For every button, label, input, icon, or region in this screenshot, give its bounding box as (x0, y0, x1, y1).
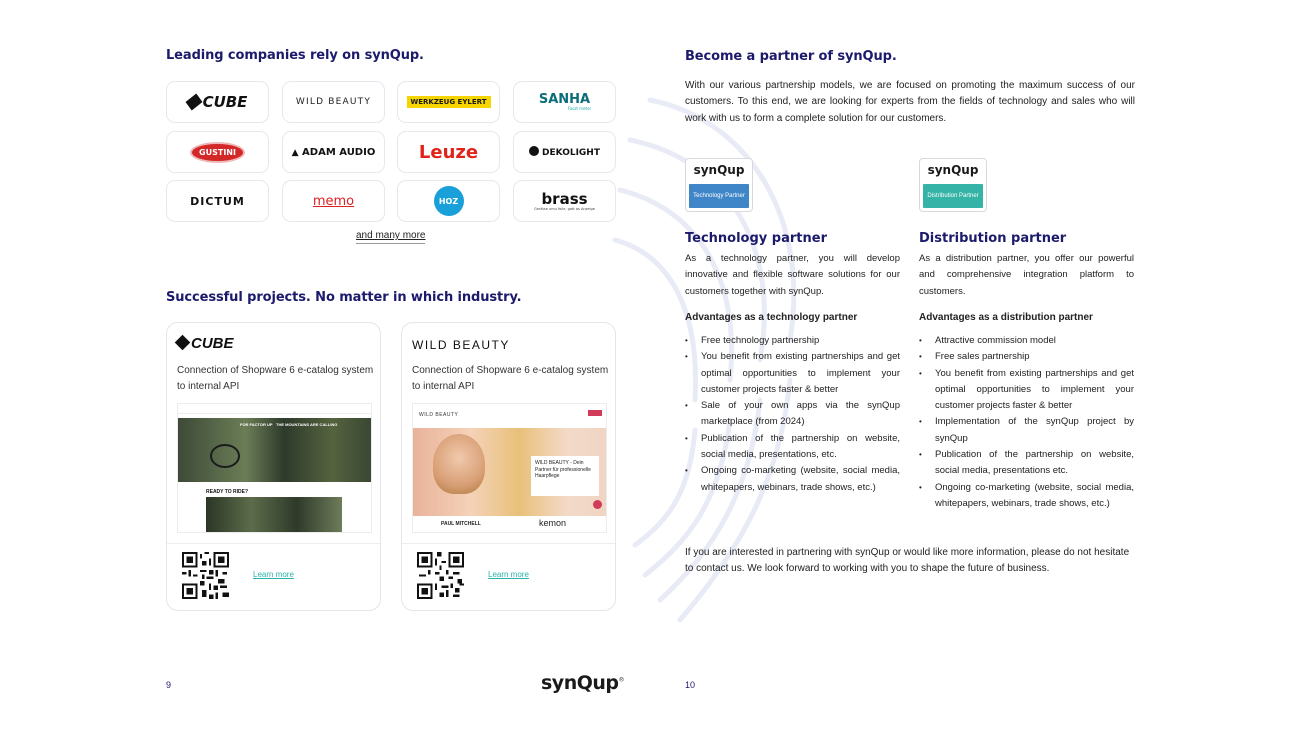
badge-label: Technology Partner (689, 184, 749, 208)
list-item: • You benefit from existing partnerships and get optimal opportunities to implement your customer projects faster & better (919, 366, 1134, 415)
logo-card-hoz (397, 180, 500, 222)
project-card-cube (166, 322, 381, 611)
adam-audio-logo: ▲ ADAM AUDIO (291, 146, 376, 158)
learn-more-link[interactable]: Learn more (488, 570, 529, 579)
logo-card-eylert (397, 81, 500, 123)
wild-beauty-brand-logo: WILD BEAUTY (412, 338, 510, 352)
cube-logo: CUBE (188, 93, 248, 111)
badge-brand: synQup (927, 163, 979, 177)
badge-brand: synQup (693, 163, 745, 177)
companies-heading: Leading companies rely on synQup. (166, 48, 424, 63)
list-item: • Publication of the partnership on website, social media, presentations, etc. (685, 431, 900, 464)
distribution-partner-description: As a distribution partner, you offer our powerful and comprehensive integration platform to customers. (919, 253, 1134, 297)
cube-brand-logo: CUBE (177, 335, 234, 352)
synqup-footer-logo: synQup® (541, 672, 624, 694)
list-item: • Implementation of the synQup project by synQup (919, 414, 1134, 447)
hoz-logo: HOZ (434, 186, 464, 216)
learn-more-link[interactable]: Learn more (253, 570, 294, 579)
list-item: • Attractive commission model (919, 333, 1134, 349)
projects-heading: Successful projects. No matter in which industry. (166, 290, 522, 305)
gustini-logo: GUSTINI (190, 142, 245, 163)
qr-code (182, 552, 229, 599)
screenshot-header: WILD BEAUTY (419, 412, 459, 418)
list-item: • Ongoing co-marketing (website, social media, whitepapers, webinars, trade shows, etc.) (685, 463, 900, 496)
sanha-sublabel: Faszt meter (567, 106, 592, 111)
project-description: Connection of Shopware 6 e-catalog system to internal API (177, 365, 374, 392)
screenshot-banner-right: THE MOUNTAINS ARE CALLING (276, 422, 338, 427)
list-item: • Publication of the partnership on website, social media, presentations etc. (919, 447, 1134, 480)
logo-card-adam-audio (282, 131, 385, 173)
brass-sublabel: Gerätse umu folie, gatt as Anzeige (534, 206, 595, 211)
wild-beauty-website-screenshot (412, 403, 607, 533)
partner-intro: With our various partnership models, we are focused on promoting the maximum success of our customers. To this end, we are looking for experts from the fields of technology and sales who will work with us to form a complete solution for our customers. (685, 80, 1135, 124)
logo-card-leuze (397, 131, 500, 173)
list-item: • Free sales partnership (919, 349, 1134, 365)
partner-closing: If you are interested in partnering with synQup or would like more information, please do not hesitate to contact us. We look forward to working with you to shape the future of business. (685, 547, 1130, 575)
cube-website-screenshot (177, 403, 372, 533)
list-item: • You benefit from existing partnerships and get optimal opportunities to implement your customer projects faster & better (685, 349, 900, 398)
technology-partner-badge (685, 158, 753, 212)
list-item: • Ongoing co-marketing (website, social media, whitepapers, webinars, trade shows, etc.) (919, 480, 1134, 513)
logo-card-cube (166, 81, 269, 123)
project-card-wild-beauty (401, 322, 616, 611)
dictum-logo: DICTUM (190, 194, 245, 208)
qr-code (417, 552, 464, 599)
list-item: • Free technology partnership (685, 333, 900, 349)
brass-logo: brass (541, 189, 588, 208)
screenshot-banner-left: FOR FACTOR UP (240, 422, 273, 427)
distribution-partner-title: Distribution partner (919, 231, 1067, 246)
leuze-logo: Leuze (418, 141, 479, 163)
wild-beauty-logo: WILD BEAUTY (295, 97, 372, 107)
dekolight-logo: DEKOLIGHT (529, 146, 600, 158)
sanha-logo: SANHA (538, 92, 591, 107)
logo-card-dekolight (513, 131, 616, 173)
partner-heading: Become a partner of synQup. (685, 49, 897, 64)
technology-advantages-list (685, 333, 900, 496)
logo-card-gustini (166, 131, 269, 173)
logo-card-memo (282, 180, 385, 222)
and-many-more-link[interactable]: and many more (356, 230, 425, 244)
logo-card-dictum (166, 180, 269, 222)
logo-card-wild-beauty (282, 81, 385, 123)
project-description: Connection of Shopware 6 e-catalog system to internal API (412, 365, 609, 392)
list-item: • Sale of your own apps via the synQup marketplace (from 2024) (685, 398, 900, 431)
screenshot-brand-right: kemon (539, 518, 567, 528)
technology-advantages-title: Advantages as a technology partner (685, 312, 858, 323)
distribution-advantages-title: Advantages as a distribution partner (919, 312, 1093, 323)
logo-card-sanha (513, 81, 616, 123)
page-number-left: 9 (166, 680, 172, 690)
screenshot-card: WILD BEAUTY - Dein Partner für professionelle Haarpflege (531, 456, 599, 496)
logo-card-brass (513, 180, 616, 222)
screenshot-brand-left: PAUL MITCHELL (441, 521, 481, 527)
badge-label: Distribution Partner (923, 184, 983, 208)
eylert-logo: WERKZEUG EYLERT (407, 96, 491, 108)
distribution-advantages-list (919, 333, 1134, 512)
technology-partner-description: As a technology partner, you will develop innovative and flexible software solutions for our customers together with synQup. (685, 253, 900, 297)
screenshot-caption: READY TO RIDE? (206, 489, 249, 495)
distribution-partner-badge (919, 158, 987, 212)
technology-partner-title: Technology partner (685, 231, 827, 246)
page-number-right: 10 (685, 680, 696, 690)
memo-logo: memo (312, 193, 355, 209)
